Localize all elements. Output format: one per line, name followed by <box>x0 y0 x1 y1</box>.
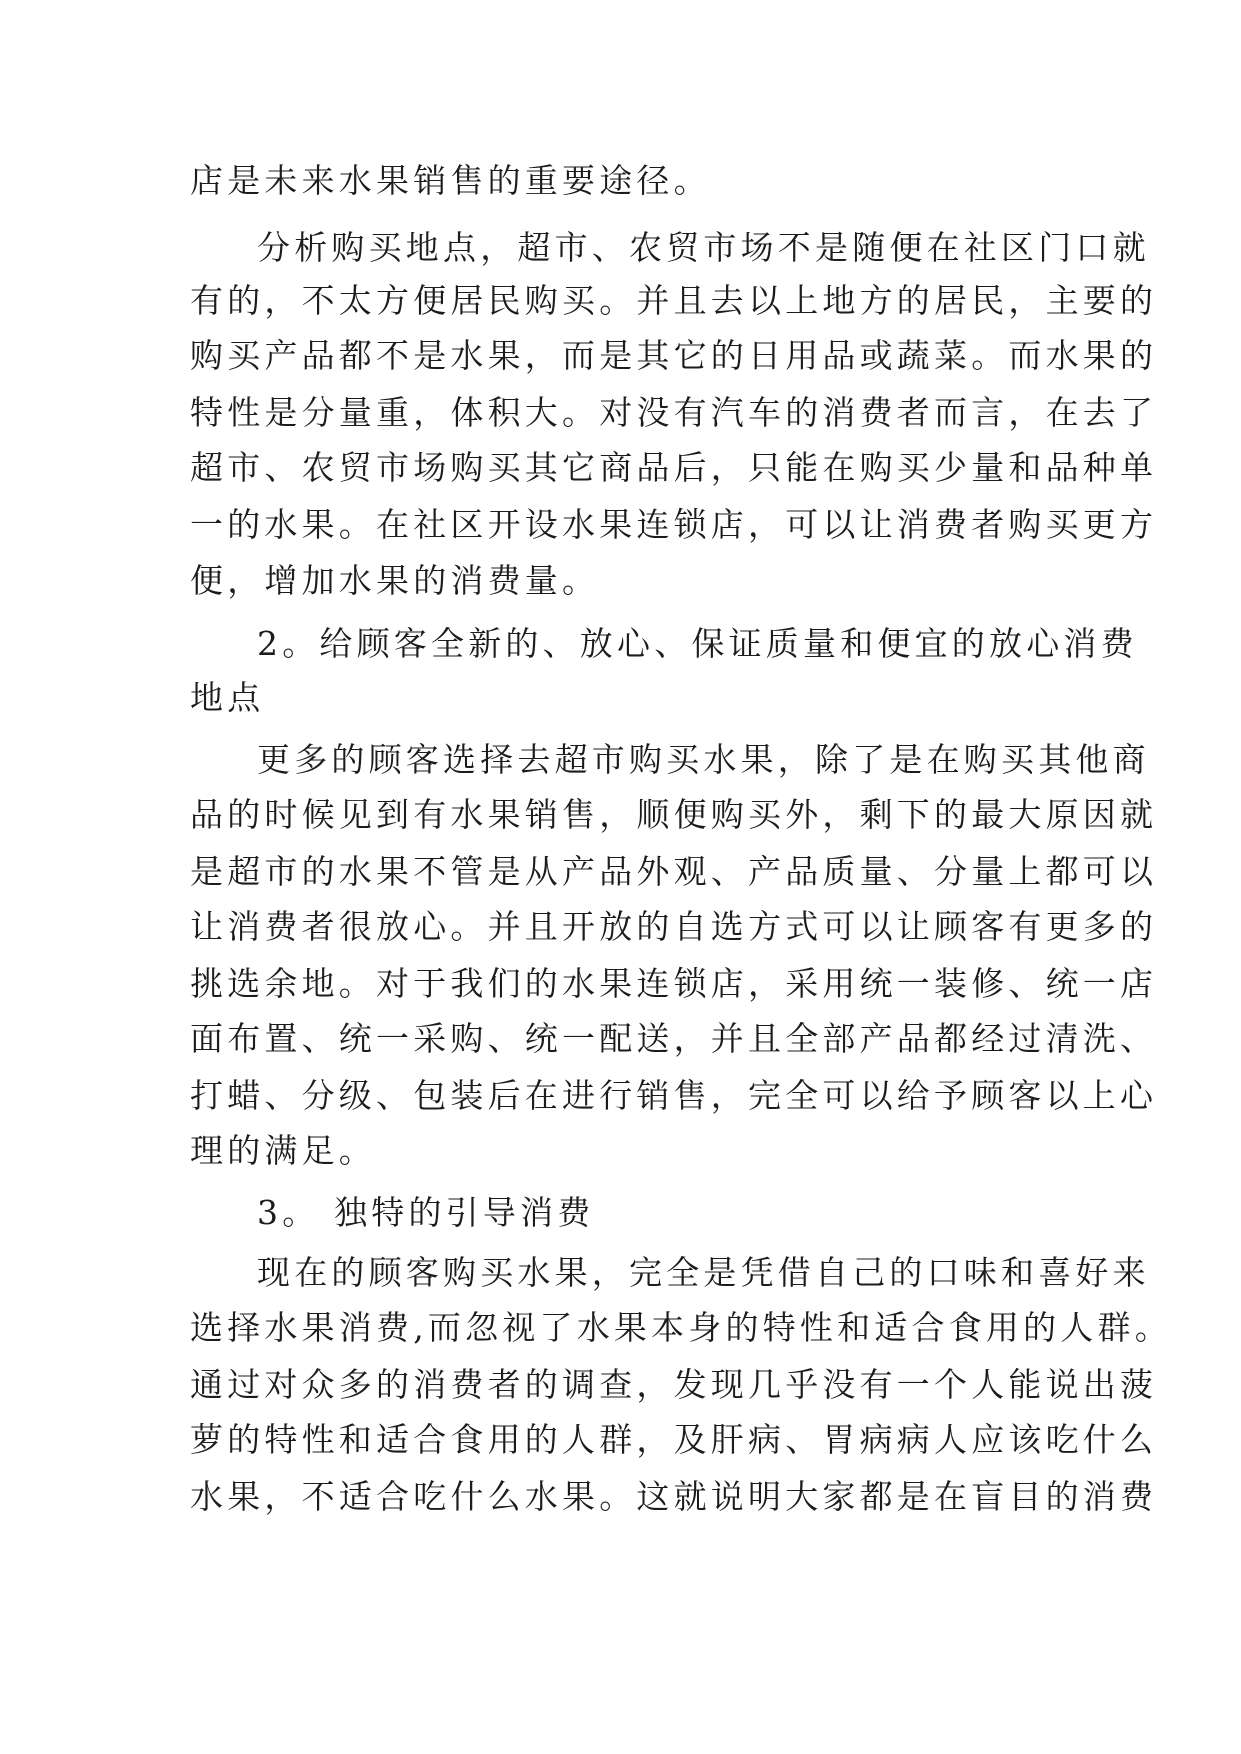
text-line: 面布置、统一采购、统一配送，并且全部产品都经过清洗、 <box>190 1019 1158 1058</box>
section-heading: 地点 <box>190 678 265 717</box>
text-line: 店是未来水果销售的重要途径。 <box>190 161 711 200</box>
text-line: 现在的顾客购买水果，完全是凭借自己的口味和喜好来 <box>257 1253 1150 1292</box>
text-line: 选择水果消费,而忽视了水果本身的特性和适合食用的人群。 <box>190 1308 1172 1347</box>
text-line: 挑选余地。对于我们的水果连锁店，采用统一装修、统一店 <box>190 964 1158 1003</box>
text-line: 品的时候见到有水果销售，顺便购买外，剩下的最大原因就 <box>190 795 1158 834</box>
section-heading: 3。 独特的引导消费 <box>257 1193 595 1232</box>
section-heading: 2。给顾客全新的、放心、保证质量和便宜的放心消费 <box>257 624 1138 663</box>
text-line: 分析购买地点，超市、农贸市场不是随便在社区门口就 <box>257 228 1150 267</box>
text-line: 特性是分量重，体积大。对没有汽车的消费者而言，在去了 <box>190 393 1158 432</box>
text-line: 让消费者很放心。并且开放的自选方式可以让顾客有更多的 <box>190 907 1158 946</box>
text-line: 便，增加水果的消费量。 <box>190 561 600 600</box>
text-line: 打蜡、分级、包装后在进行销售，完全可以给予顾客以上心 <box>190 1076 1158 1115</box>
text-line: 一的水果。在社区开设水果连锁店，可以让消费者购买更方 <box>190 505 1158 544</box>
text-line: 超市、农贸市场购买其它商品后，只能在购买少量和品种单 <box>190 448 1158 487</box>
text-line: 是超市的水果不管是从产品外观、产品质量、分量上都可以 <box>190 852 1158 891</box>
text-line: 理的满足。 <box>190 1131 376 1170</box>
text-line: 萝的特性和适合食用的人群，及肝病、胃病病人应该吃什么 <box>190 1420 1158 1459</box>
text-line: 水果，不适合吃什么水果。这就说明大家都是在盲目的消费 <box>190 1477 1158 1516</box>
text-line: 有的，不太方便居民购买。并且去以上地方的居民，主要的 <box>190 281 1158 320</box>
text-line: 更多的顾客选择去超市购买水果，除了是在购买其他商 <box>257 740 1150 779</box>
text-line: 通过对众多的消费者的调查，发现几乎没有一个人能说出菠 <box>190 1365 1158 1404</box>
text-line: 购买产品都不是水果，而是其它的日用品或蔬菜。而水果的 <box>190 336 1158 375</box>
